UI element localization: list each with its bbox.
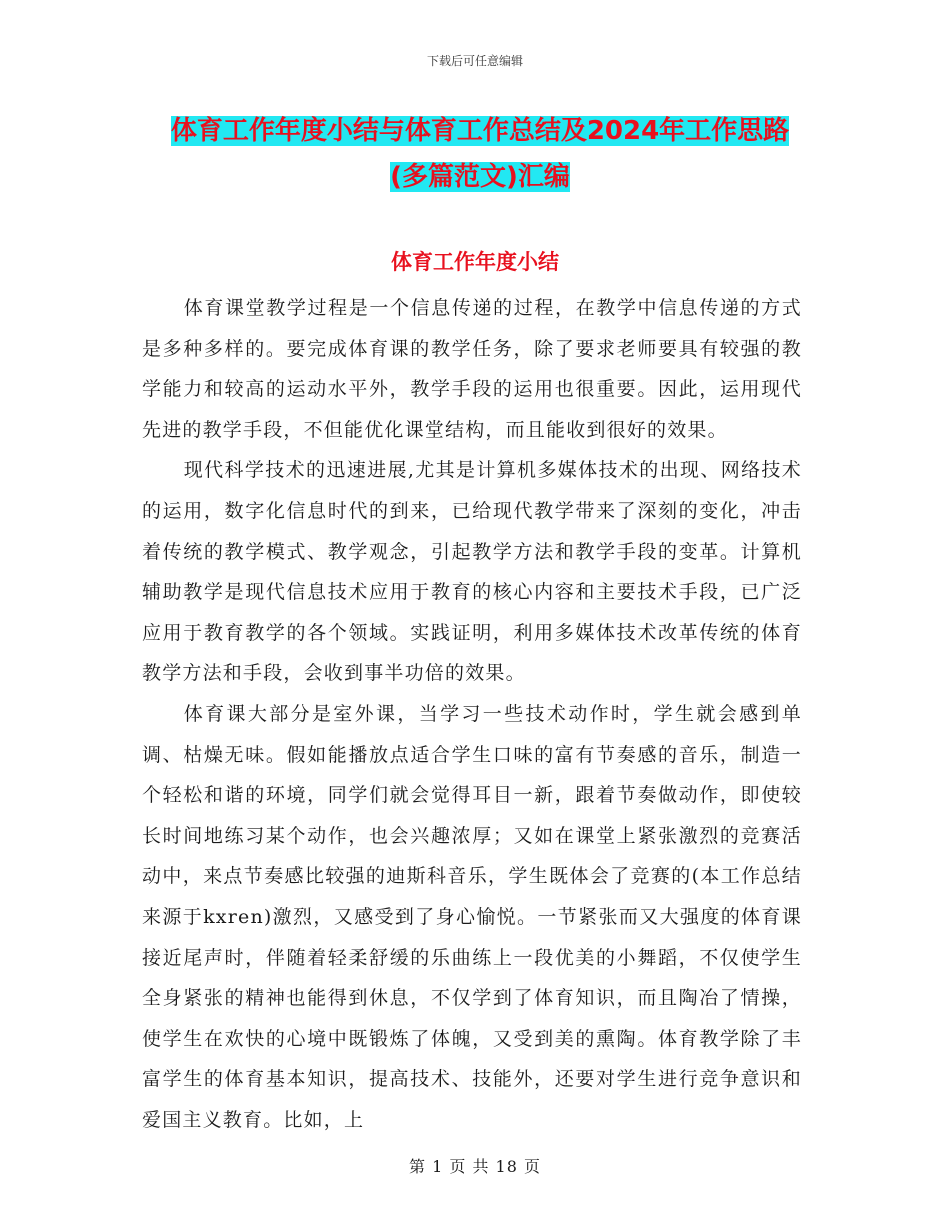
page-header-note: 下载后可任意编辑 bbox=[426, 54, 523, 68]
paragraph-3: 体育课大部分是室外课，当学习一些技术动作时，学生就会感到单调、枯燥无味。假如能播放点适合学生口味的富有节奏感的音乐，制造一个轻松和谐的环境，同学们就会觉得耳目一新，跟着节奏做动作，即使较长时间地练习某个动作，也会兴趣浓厚；又如在课堂上紧张激烈的竞赛活动中，来点节奏感比较强的迪斯科音乐，学生既体会了竞赛的(本工作总结来源于kxren)激烈，又感受到了身心愉悦。一节紧张而又大强度的体育课接近尾声时，伴随着轻柔舒缓的乐曲练上一段优美的小舞蹈，不仅使学生全身紧张的精神也能得到休息，不仅学到了体育知识，而且陶冶了情操，使学生在欢快的心境中既锻炼了体魄，又受到美的熏陶。体育教学除了丰富学生的体育基本知识，提高技术、技能外，还要对学生进行竞争意识和爱国主义教育。比如，上 bbox=[142, 702, 802, 1131]
section-title: 体育工作年度小结 bbox=[391, 250, 559, 274]
page-number-footer: 第 1 页 共 18 页 bbox=[409, 1157, 541, 1176]
paragraph-1: 体育课堂教学过程是一个信息传递的过程，在教学中信息传递的方式是多种多样的。要完成体育课的教学任务，除了要求老师要具有较强的教学能力和较高的运动水平外，教学手段的运用也很重要。因此，运用现代先进的教学手段，不但能优化课堂结构，而且能收到很好的效果。 bbox=[142, 297, 802, 441]
document-title bbox=[140, 108, 820, 200]
document-title-line2: (多篇范文)汇编 bbox=[390, 162, 570, 192]
body-text bbox=[142, 288, 802, 1140]
paragraph-2: 现代科学技术的迅速进展,尤其是计算机多媒体技术的出现、网络技术的运用，数字化信息时代的到来，已给现代教学带来了深刻的变化，冲击着传统的教学模式、教学观念，引起教学方法和教学手段的变革。计算机辅助教学是现代信息技术应用于教育的核心内容和主要技术手段，已广泛应用于教育教学的各个领域。实践证明，利用多媒体技术改革传统的体育教学方法和手段，会收到事半功倍的效果。 bbox=[142, 459, 802, 685]
document-title-line1: 体育工作年度小结与体育工作总结及2024年工作思路 bbox=[170, 116, 790, 146]
